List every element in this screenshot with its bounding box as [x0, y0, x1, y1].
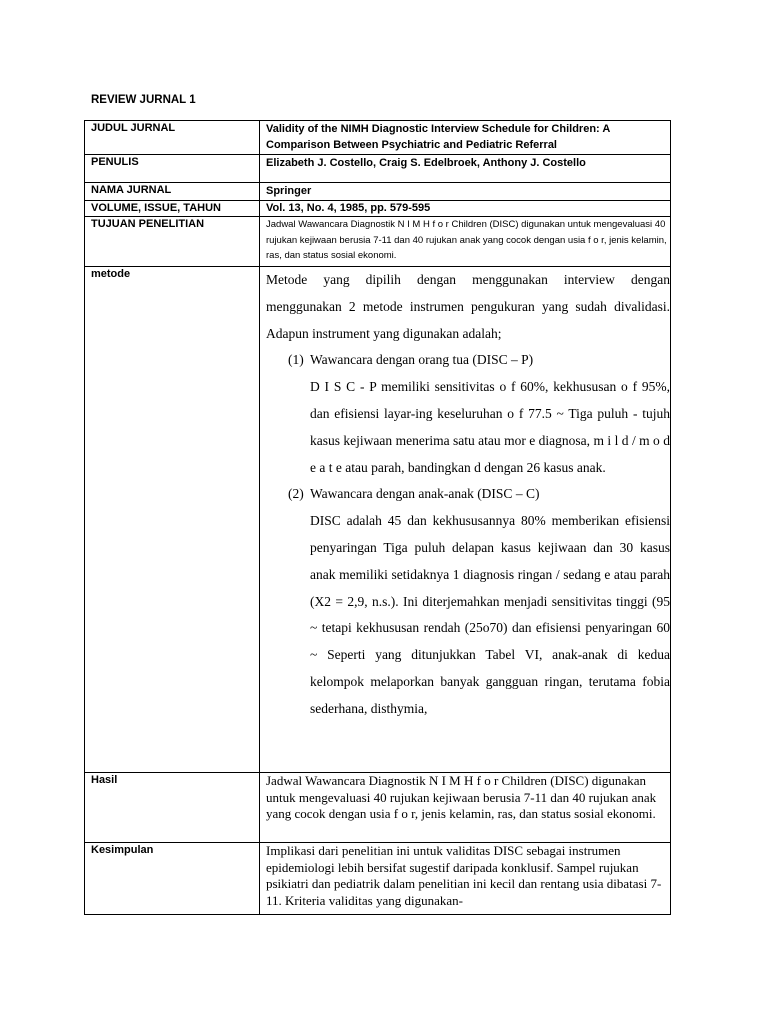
- row-metode: [85, 267, 671, 773]
- value-tujuan: Jadwal Wawancara Diagnostik N I M H f o r Children (DISC) digunakan untuk mengevaluasi 40 rujukan kejiwaan berusia 7-11 dan 40 rujukan anak yang cocok dengan usia f o r, jenis kelamin, ras, dan status sosial ekonomi.: [260, 217, 671, 267]
- page-heading: REVIEW JURNAL 1: [91, 94, 196, 106]
- label-penulis: PENULIS: [85, 155, 260, 183]
- row-hasil: [85, 773, 671, 843]
- label-hasil: Hasil: [85, 773, 260, 843]
- metode-item-2-number: (2): [288, 486, 304, 502]
- value-volume: Vol. 13, No. 4, 1985, pp. 579-595: [260, 201, 671, 217]
- row-nama-jurnal: [85, 183, 671, 201]
- value-nama-jurnal: Springer: [260, 183, 671, 201]
- value-judul: Validity of the NIMH Diagnostic Interview Schedule for Children: A Comparison Between Psychiatric and Pediatric Referral: [260, 121, 671, 155]
- label-kesimpulan: Kesimpulan: [85, 843, 260, 915]
- metode-item-2-label: Wawancara dengan anak-anak (DISC – C): [310, 486, 540, 502]
- value-metode: [260, 267, 671, 773]
- review-table: [84, 120, 671, 915]
- row-penulis: [85, 155, 671, 183]
- metode-intro: Metode yang dipilih dengan menggunakan interview dengan menggunakan 2 metode instrumen pengukuran yang sudah divalidasi. Adapun instrument yang digunakan adalah;: [266, 272, 670, 341]
- metode-item-1-label: Wawancara dengan orang tua (DISC – P): [310, 352, 534, 368]
- metode-item-2-body: DISC adalah 45 dan kekhususannya 80% memberikan efisiensi penyaringan Tiga puluh delapan kasus kejiwaan dan 30 kasus anak memiliki setidaknya 1 diagnosis ringan / sedang e atau parah (X2 = 2,9, n.s.). Ini diterjemahkan menjadi sensitivitas tinggi (95 ~ tetapi kekhususan rendah (25o70) dan efisiensi penyaringan 60 ~ Seperti yang ditunjukkan Tabel VI, anak-anak di kedua kelompok melaporkan banyak gangguan ringan, terutama fobia sederhana, disthymia,: [310, 513, 670, 716]
- value-hasil: Jadwal Wawancara Diagnostik N I M H f o r Children (DISC) digunakan untuk mengevaluasi 40 rujukan kejiwaan berusia 7-11 dan 40 rujukan anak yang cocok dengan usia f o r, jenis kelamin, ras, dan status sosial ekonomi.: [260, 773, 671, 843]
- metode-item-2-title: [266, 481, 670, 508]
- row-kesimpulan: [85, 843, 671, 915]
- label-nama-jurnal: NAMA JURNAL: [85, 183, 260, 201]
- metode-item-1-number: (1): [288, 352, 304, 368]
- label-tujuan: TUJUAN PENELITIAN: [85, 217, 260, 267]
- label-volume: VOLUME, ISSUE, TAHUN: [85, 201, 260, 217]
- metode-item-1-body: D I S C - P memiliki sensitivitas o f 60%, kekhususan o f 95%, dan efisiensi layar-ing keseluruhan o f 77.5 ~ Tiga puluh - tujuh kasus kejiwaan menerima satu atau mor e diagnosa, m i l d / m o d e a t e atau parah, bandingkan d dengan 26 kasus anak.: [310, 379, 670, 475]
- row-volume: [85, 201, 671, 217]
- row-tujuan: [85, 217, 671, 267]
- value-kesimpulan: Implikasi dari penelitian ini untuk validitas DISC sebagai instrumen epidemiologi lebih bersifat sugestif daripada konklusif. Sampel rujukan psikiatri dan pediatrik dalam penelitian ini kecil dan rentang usia dibatasi 7-11. Kriteria validitas yang digunakan-: [260, 843, 671, 915]
- value-penulis: Elizabeth J. Costello, Craig S. Edelbroek, Anthony J. Costello: [260, 155, 671, 183]
- label-judul: JUDUL JURNAL: [85, 121, 260, 155]
- metode-item-1-title: [266, 347, 670, 374]
- label-metode: metode: [85, 267, 260, 773]
- row-judul: [85, 121, 671, 155]
